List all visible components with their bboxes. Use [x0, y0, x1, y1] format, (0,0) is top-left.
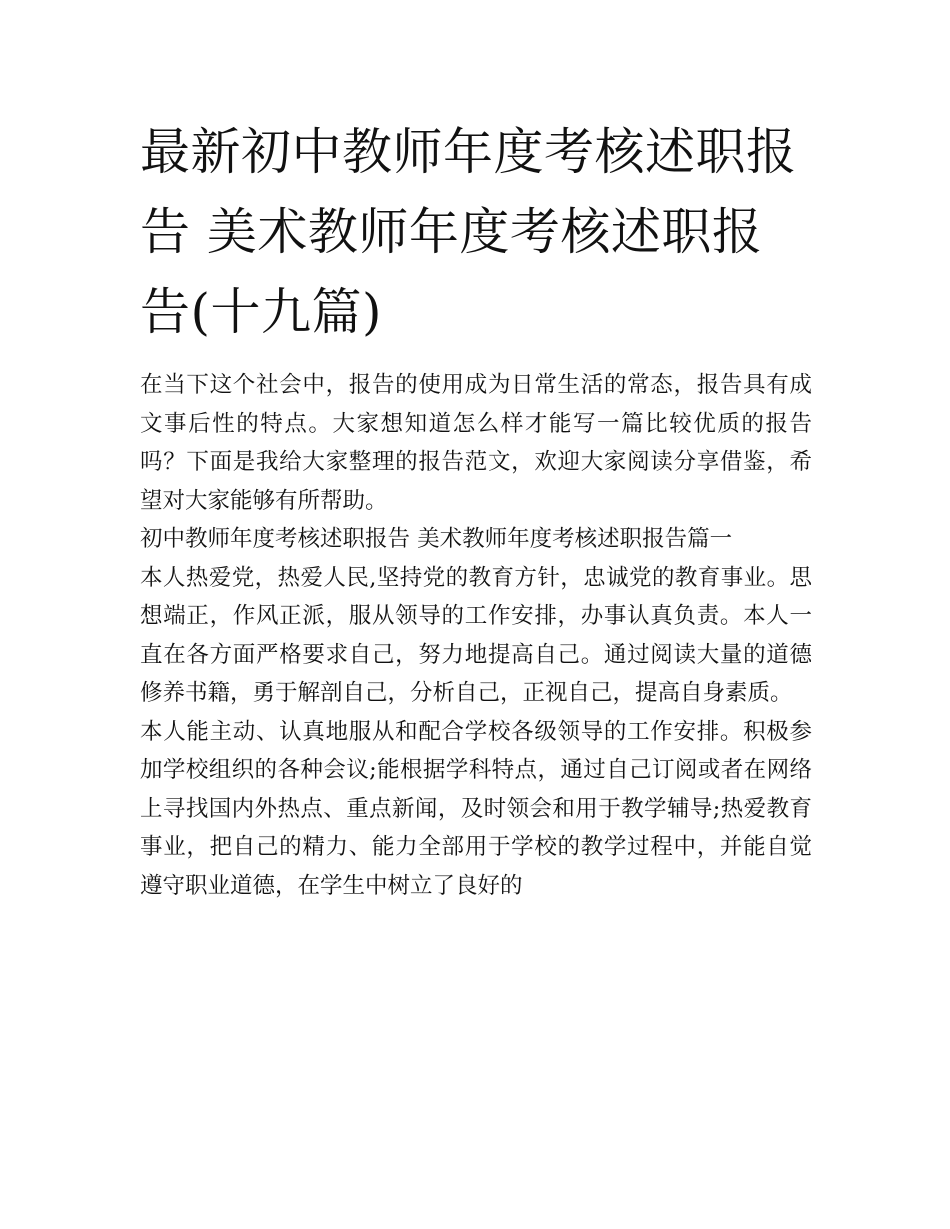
section-heading: 初中教师年度考核述职报告 美术教师年度考核述职报告篇一 [140, 526, 733, 552]
body-paragraph: 本人能主动、认真地服从和配合学校各级领导的工作安排。积极参加学校组织的各种会议;能根据学科特点，通过自己订阅或者在网络上寻找国内外热点、重点新闻，及时领会和用于教学辅导;热爱教育事业，把自己的精力、能力全部用于学校的教学过程中，并能自觉遵守职业道德，在学生中树立了良好的 [140, 718, 812, 899]
intro-paragraph: 在当下这个社会中，报告的使用成为日常生活的常态，报告具有成文事后性的特点。大家想知道怎么样才能写一篇比较优质的报告吗？下面是我给大家整理的报告范文，欢迎大家阅读分享借鉴，希望对大家能够有所帮助。 [140, 372, 812, 514]
document-title: 最新初中教师年度考核述职报告 美术教师年度考核述职报告(十九篇) [140, 123, 797, 341]
body-paragraph: 本人热爱党，热爱人民,坚持党的教育方针，忠诚党的教育事业。思想端正，作风正派，服从领导的工作安排，办事认真负责。本人一直在各方面严格要求自己，努力地提高自己。通过阅读大量的道德修养书籍，勇于解剖自己，分析自己，正视自己，提高自身素质。 [140, 564, 812, 706]
document-page [140, 112, 812, 905]
